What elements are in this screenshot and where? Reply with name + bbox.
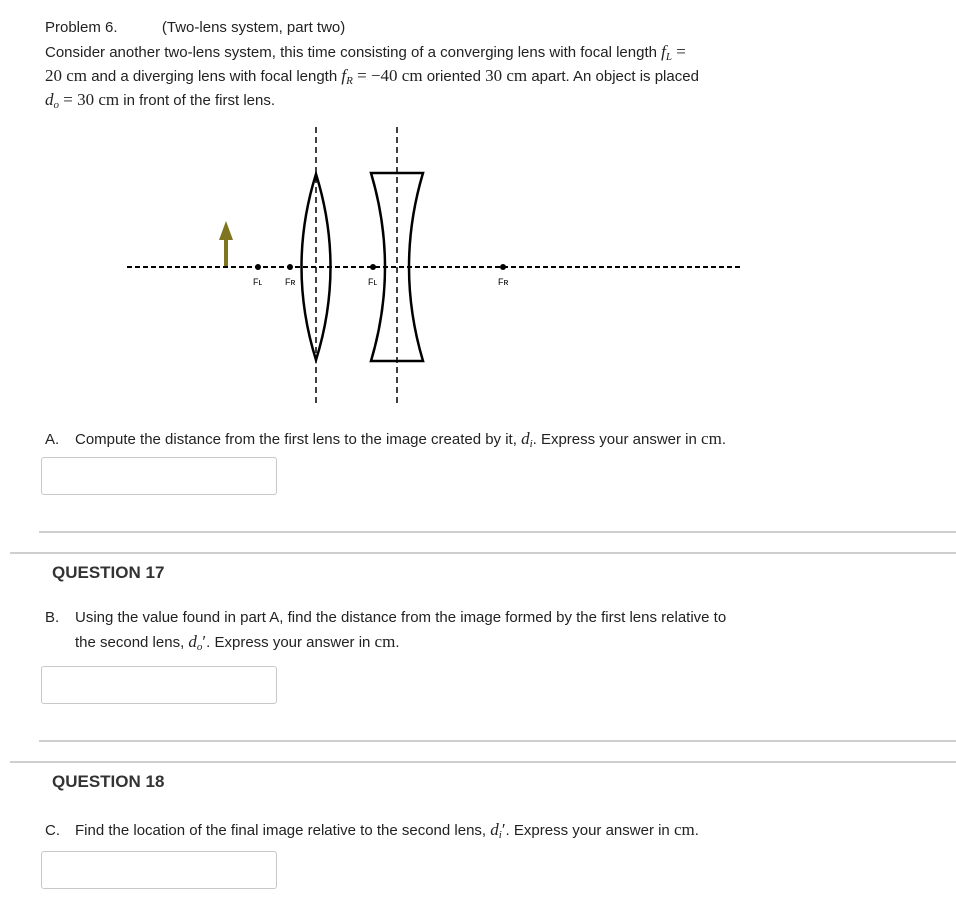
label-FL2: Fʟ: [368, 277, 378, 287]
focal-point-FL1: [255, 264, 261, 270]
object-arrow-head: [219, 221, 233, 240]
part-b-answer-input[interactable]: [41, 666, 277, 704]
part-a-answer-input[interactable]: [41, 457, 277, 495]
part-b-question-line-1: B. Using the value found in part A, find the distance from the image formed by the first lens relative to: [45, 609, 727, 626]
two-lens-diagram: [0, 0, 956, 420]
divider: [10, 761, 956, 763]
problem-text-line-3: $d_o = 30$ cm in front of the first lens.: [45, 90, 276, 111]
problem-text-line-2: 20 cm and a diverging lens with focal length $f_R = -40$ cm oriented 30 cm apart. An object is placed: [45, 66, 699, 87]
divider: [39, 740, 956, 742]
label-FR2: Fʀ: [498, 277, 509, 287]
question-17-heading: QUESTION 17: [52, 563, 165, 582]
problem-number: Problem 6.: [45, 19, 118, 36]
focal-point-FR2: [500, 264, 506, 270]
label-FR1: Fʀ: [285, 277, 296, 287]
focal-point-FR1: [287, 264, 293, 270]
divider: [39, 531, 956, 533]
label-FL1: Fʟ: [253, 277, 263, 287]
question-18-heading: QUESTION 18: [52, 772, 165, 791]
problem-subtitle: (Two-lens system, part two): [161, 19, 346, 36]
divider: [10, 552, 956, 554]
part-b-question-line-2: the second lens, $d_o'$. Express your answer in cm.: [75, 632, 400, 653]
part-c-question: C. Find the location of the final image relative to the second lens, $d_i'$. Express your answer in cm.: [45, 820, 699, 841]
focal-point-FL2: [370, 264, 376, 270]
part-a-question: A. Compute the distance from the first lens to the image created by it, $d_i$. Express your answer in cm.: [45, 429, 726, 450]
part-c-answer-input[interactable]: [41, 851, 277, 889]
problem-text-line-1: Consider another two-lens system, this time consisting of a converging lens with focal length $f_L$ =: [45, 42, 686, 63]
